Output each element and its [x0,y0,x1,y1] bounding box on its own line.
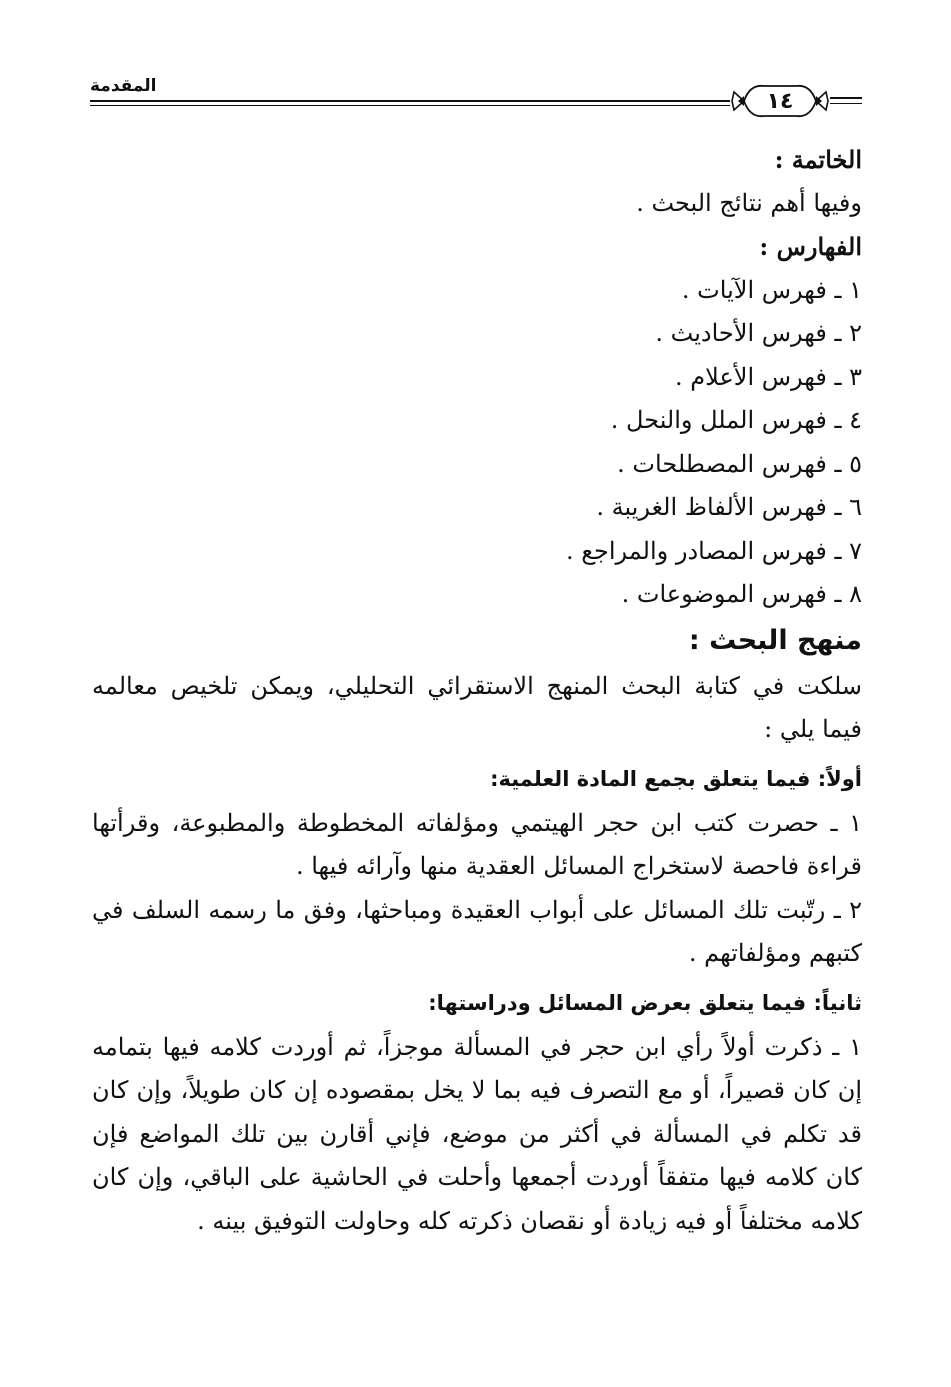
indexes-heading: الفهارس : [759,232,862,261]
paragraph: ١ ـ حصرت كتب ابن حجر الهيتمي ومؤلفاته المخطوطة والمطبوعة، وقرأتها قراءة فاحصة لاستخراج المسائل العقدية منها وآرائه فيها . [92,808,862,880]
first-section-points [92,802,862,976]
page-header [90,72,862,122]
list-item: ٨ ـ فهرس الموضوعات . [621,580,862,608]
running-title: المقدمة [90,76,157,96]
list-item: ٥ ـ فهرس المصطلحات . [617,449,862,478]
list-item: ٤ ـ فهرس الملل والنحل . [610,406,862,434]
header-rule [90,100,730,102]
list-item: ٧ ـ فهرس المصادر والمراجع . [566,536,862,565]
header-rule-right-thin [830,103,862,104]
method-intro-text: سلكت في كتابة البحث المنهج الاستقرائي التحليلي، ويمكن تلخيص معالمه فيما يلي : [92,671,862,743]
closing-text: وفيها أهم نتائج البحث . [636,188,862,217]
page-body [92,138,862,1243]
page-number-ornament [730,82,830,120]
method-intro [92,665,862,752]
indexes-list [92,269,862,617]
list-item: ٦ ـ فهرس الألفاظ الغريبة . [596,493,862,521]
closing-heading: الخاتمة : [774,145,862,174]
list-item: ١ ـ فهرس الآيات . [681,275,862,304]
page-number: ١٤ [766,88,794,114]
method-heading: منهج البحث : [688,624,862,656]
header-rule-thin [90,105,730,106]
paragraph: ١ ـ ذكرت أولاً رأي ابن حجر في المسألة موجزاً، ثم أوردت كلامه فيها بتمامه إن كان قصيراً، أو مع التصرف فيه بما لا يخل بمقصوده إن كان طويلاً، وإن كان قد تكلم في المسألة في أكثر من موضع، فإني أقارن بين تلك المواضع فإن كان كلامه فيها متفقاً أوردت أجمعها وأحلت في الحاشية على الباقي، وإن كان كلامه مختلفاً أو فيه زيادة أو نقصان ذكرته كله وحاولت التوفيق بينه . [92,1032,862,1235]
second-section-points [92,1026,862,1244]
second-section-heading: ثانياً: فيما يتعلق بعرض المسائل ودراستها: [428,990,862,1015]
header-rule-right [830,97,862,99]
first-section-heading: أولاً: فيما يتعلق بجمع المادة العلمية: [490,766,862,791]
paragraph: ٢ ـ رتّبت تلك المسائل على أبواب العقيدة ومباحثها، وفق ما رسمه السلف في كتبهم ومؤلفاتهم . [92,895,862,967]
list-item: ٢ ـ فهرس الأحاديث . [655,319,862,347]
list-item: ٣ ـ فهرس الأعلام . [675,362,862,391]
